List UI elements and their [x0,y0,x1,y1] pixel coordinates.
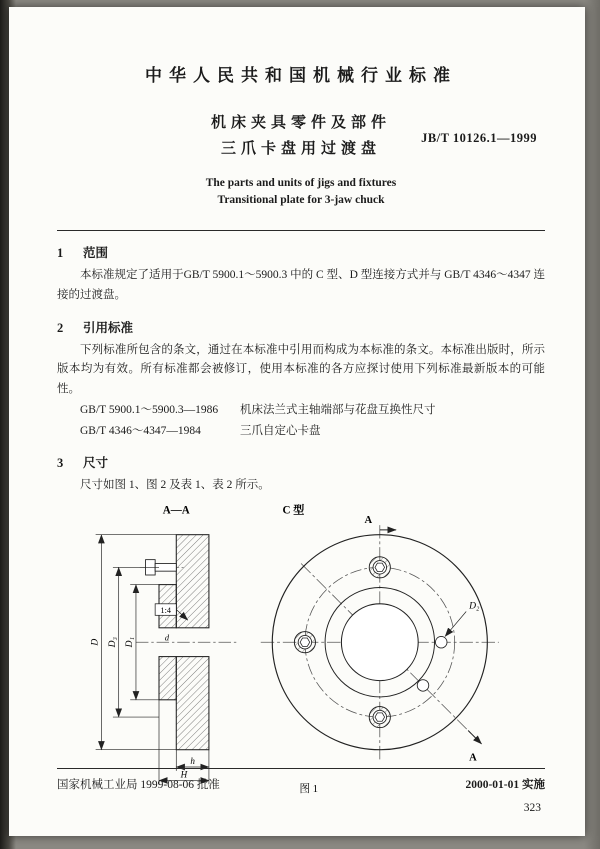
section-view-label: A—A [162,504,190,517]
taper-label: 1:4 [160,606,171,616]
section-view-drawing [90,505,238,785]
dim-label-H: H [180,769,188,780]
standard-org-title: 中华人民共和国机械行业标准 [145,66,457,85]
reference-code: GB/T 5900.1～5900.3—1986 [80,403,219,416]
dim-label-d: d [164,632,170,643]
figure-1 [63,498,545,801]
section-arrow-label: A [364,515,373,527]
dim-label-h: h [190,756,195,767]
type-label: C 型 [282,504,305,517]
section-1-number: 1 [57,246,64,261]
dim-label-D2: D₂ [469,600,480,612]
small-hole [417,680,429,692]
screw-top [369,557,390,578]
standard-code: JB/T 10126.1—1999 [421,131,537,145]
dim-label-D3: D₃ [106,637,118,648]
section-2-heading [57,318,545,336]
reference-title: 三爪自定心卡盘 [240,424,321,437]
section-1-body: 本标准规定了适用于GB/T 5900.1～5900.3 中的 C 型、D 型连接方式并与 GB/T 4346～4347 连接的过渡盘。 [57,269,545,301]
section-1-heading [57,243,545,261]
scanned-standard-page [9,7,585,836]
header-divider [57,230,545,231]
footer [57,768,545,792]
dim-label-D: D [89,638,101,646]
screw-bottom [369,707,390,728]
title-block [57,110,545,163]
page-number: 323 [523,802,541,814]
figure-caption: 图 1 [299,784,318,796]
small-hole [435,637,447,649]
section-1-title: 范围 [83,246,109,261]
section-3-title: 尺寸 [83,456,109,471]
implementation-date: 2000-01-01 实施 [465,779,545,791]
section-arrow-bottom [468,731,481,764]
dim-D2 [445,601,480,637]
standard-title-cn-line2: 三爪卡盘用过渡盘 [220,141,381,158]
approval-note: 国家机械工业局 1999-08-06 批准 [57,779,220,791]
figure-1-drawing [63,498,543,796]
standard-title-en [57,175,545,211]
section-3-heading [57,453,545,471]
standard-title-cn-line1: 机床夹具零件及部件 [210,115,391,131]
section-arrow-top [364,515,396,530]
section-2-number: 2 [57,320,64,335]
reference-item [57,421,545,442]
front-view-drawing [261,503,499,764]
section-2-title: 引用标准 [83,320,134,335]
section-2-body: 下列标准所包含的条文，通过在本标准中引用而构成为本标准的条文。本标准出版时，所示版本均为有效。所有标准都会被修订，使用本标准的各方应探讨使用下列标准最新版本的可能性。 [57,343,545,396]
reference-title: 机床法兰式主轴端部与花盘互换性尺寸 [240,403,436,416]
dim-label-D1: D₁ [124,637,136,648]
standard-title-en-line1: The parts and units of jigs and fixtures [205,176,397,189]
section-arrow-label: A [469,752,477,764]
reference-item [57,400,545,421]
section-3-body: 尺寸如图 1、图 2 及表 1、表 2 所示。 [80,479,270,492]
reference-code: GB/T 4346～4347—1984 [80,424,201,437]
center-bore-circle [341,604,418,681]
standard-title-en-line2: Transitional plate for 3-jaw chuck [217,194,385,207]
screw-left [294,632,315,653]
section-3-number: 3 [57,456,64,471]
